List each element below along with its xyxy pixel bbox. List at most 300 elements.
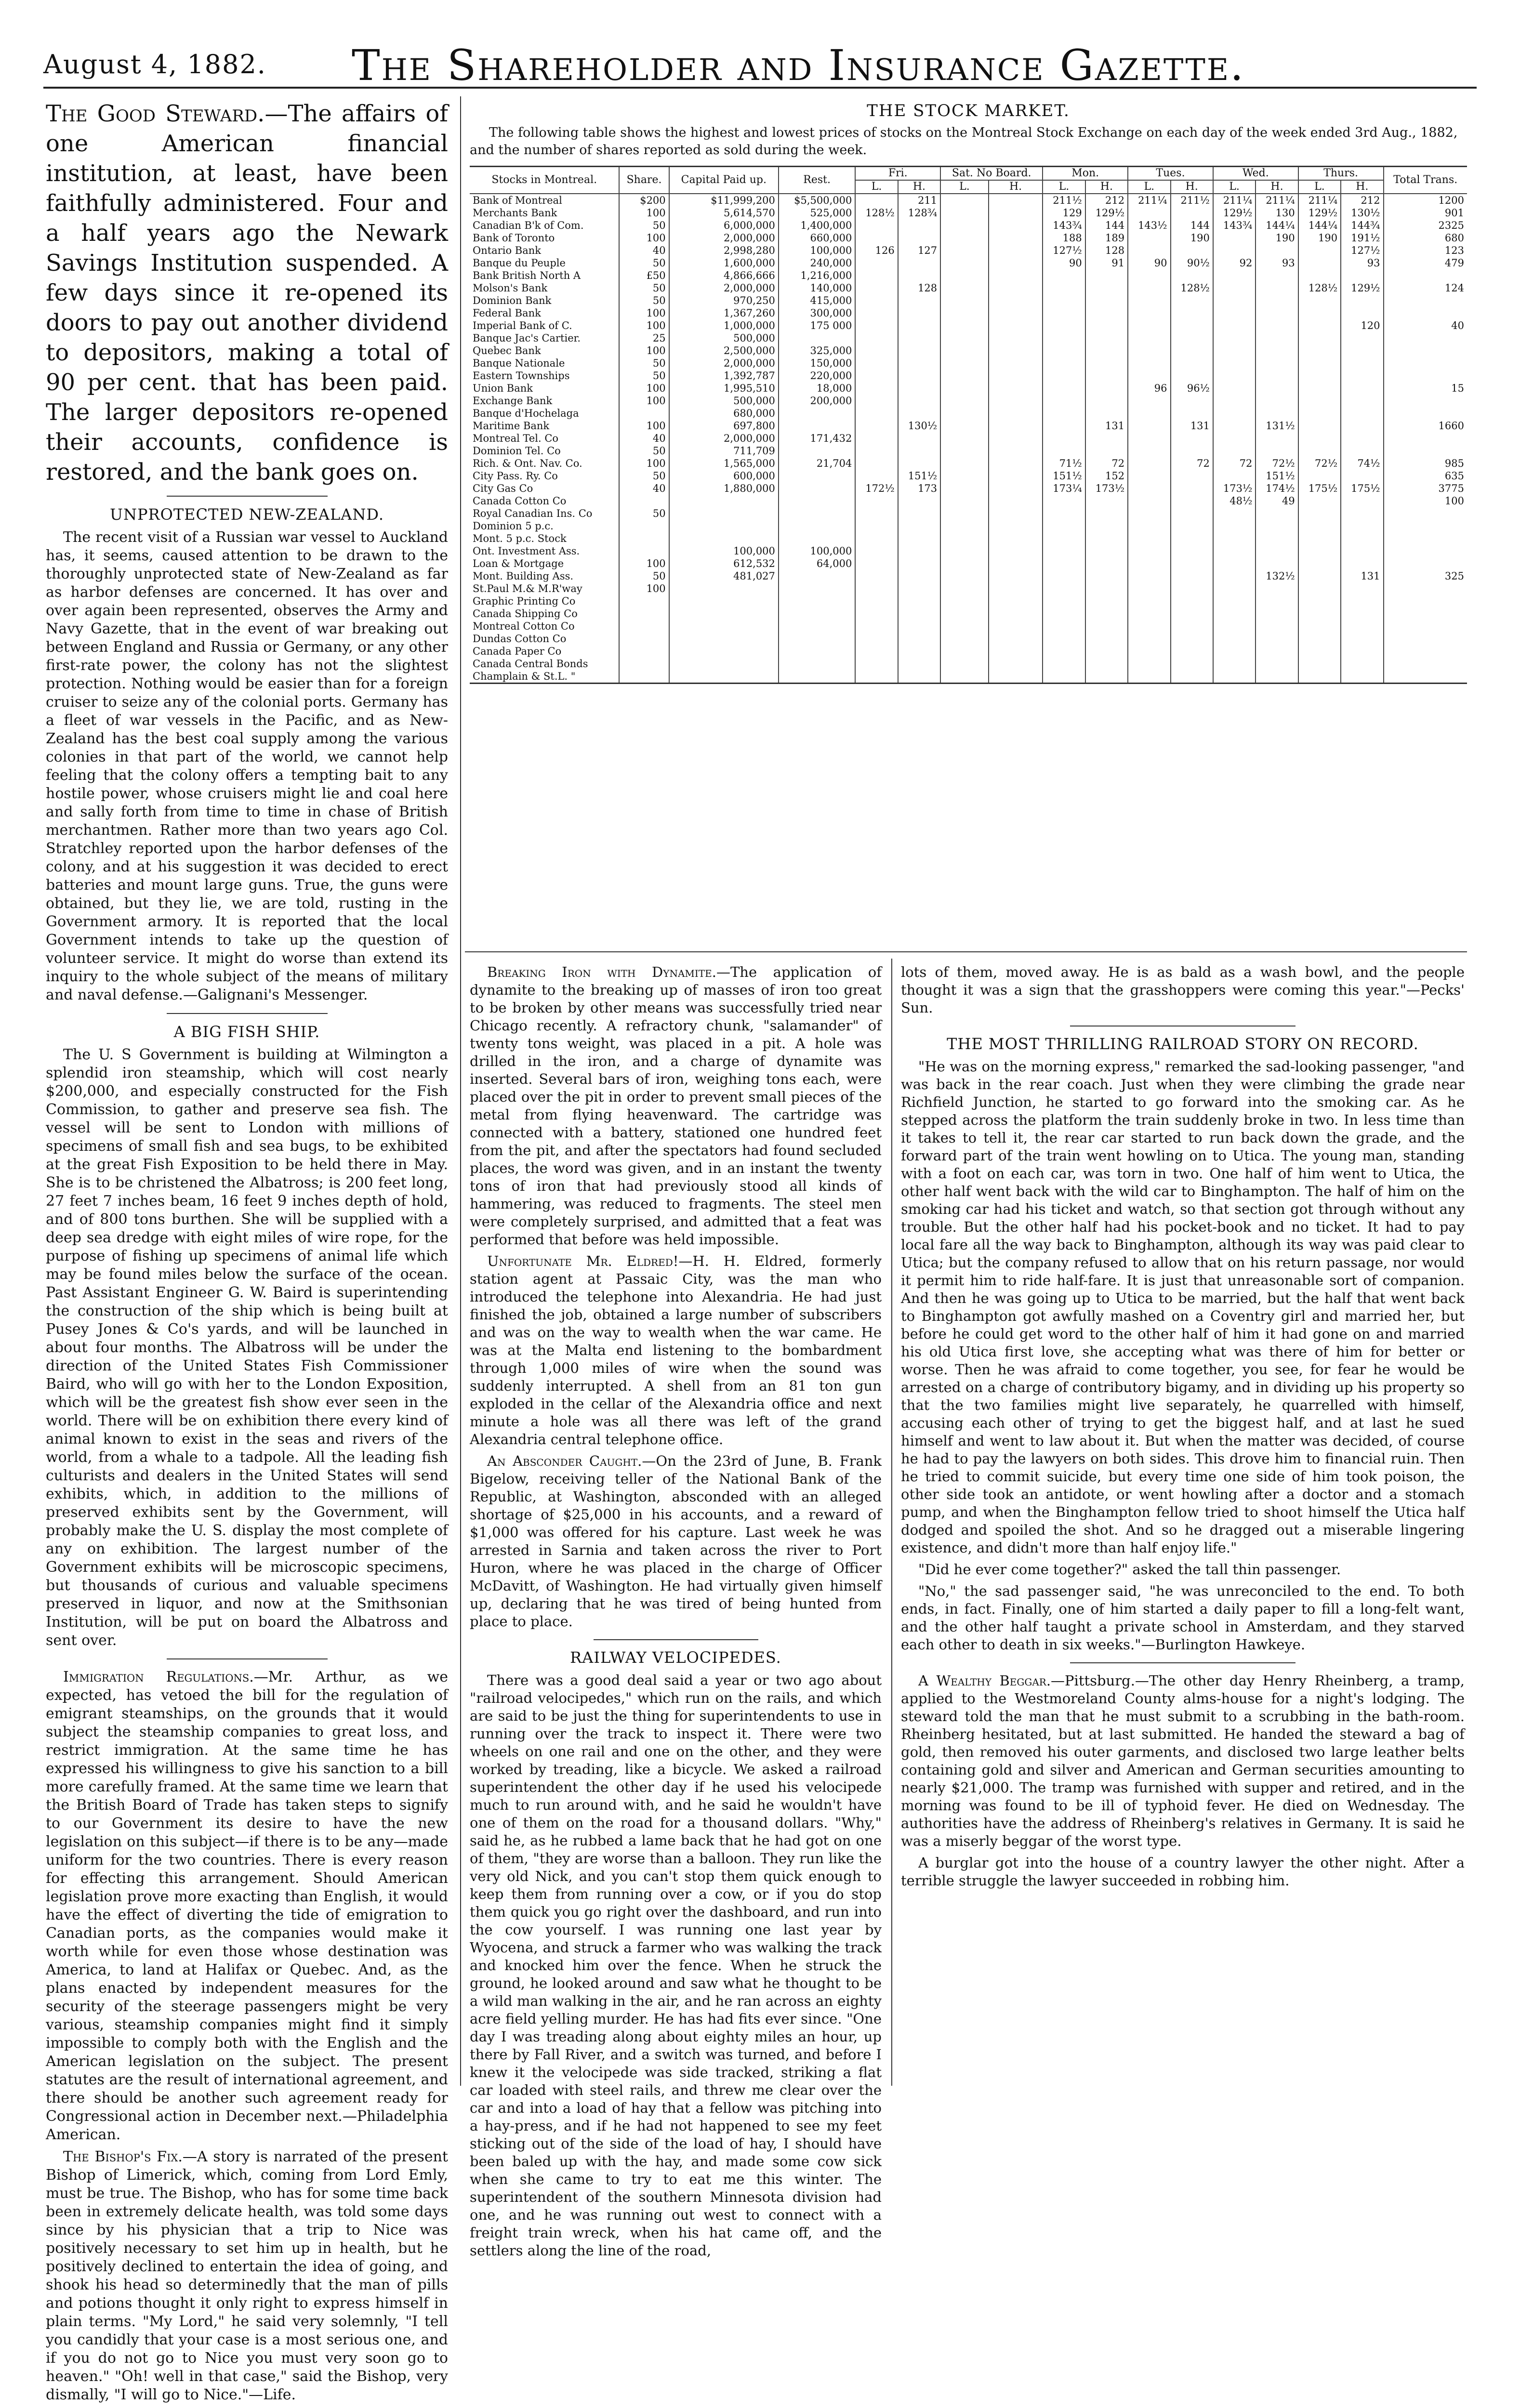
railroad-story-question: "Did he ever come together?" asked the tall thin passenger.: [918, 1561, 1341, 1578]
table-cell: [1085, 282, 1128, 294]
table-cell: [1171, 369, 1213, 382]
table-cell: [1341, 382, 1383, 395]
table-cell: [1298, 557, 1341, 570]
table-cell: [1171, 344, 1213, 357]
table-cell: [1213, 420, 1256, 432]
table-cell: [1384, 520, 1467, 532]
burglar-article: A burglar got into the house of a country lawyer the other night. After a terrible struggle the lawyer succeeded in robbing him.: [901, 1855, 1465, 1889]
stock-name: Merchants Bank: [473, 207, 557, 219]
table-cell: [989, 570, 1043, 582]
table-cell: [1128, 658, 1170, 670]
table-cell: 211¼: [1256, 194, 1298, 207]
table-cell: [1043, 520, 1085, 532]
table-cell: [1171, 507, 1213, 520]
absconder-text: —On the 23rd of June, B. Frank Bigelow, receiving teller of the National Bank of the Republic, at Washington, absconded with an alleged shortage of $25,000 in his accounts, and a reward of $1,000 was offered for his capture. Last week he was arrested in Sarnia and taken across the river to Port Huron, where he was placed in the charge of Officer McDavitt, of Washington. He had virtually given himself up, declaring that he was tired of being hunted from place to place.: [470, 1453, 882, 1630]
table-cell: 72½: [1256, 457, 1298, 470]
table-cell: 40: [619, 432, 669, 445]
table-cell: [1213, 645, 1256, 658]
table-cell: [1298, 470, 1341, 482]
table-cell: [1085, 407, 1128, 420]
table-cell: [1043, 557, 1085, 570]
header-low: L.: [1128, 180, 1170, 194]
table-cell: [1298, 607, 1341, 620]
header-low: L.: [1043, 180, 1085, 194]
absconder-title: An Absconder Caught.: [487, 1453, 642, 1469]
table-cell: 1,216,000: [779, 269, 855, 282]
stock-name: Ontario Bank: [473, 245, 541, 256]
table-cell: [1213, 545, 1256, 557]
railroad-story-answer: "No," the sad passenger said, "he was unreconciled to the end. To both ends, in fact. Finally, one of him started a daily paper to fill a long-felt want, and the other half taught a private school in Amsterdam, and they starved each other to death in six weeks."—Burlington Hawkeye.: [901, 1583, 1465, 1653]
table-cell: 123: [1384, 244, 1467, 257]
table-cell: [1256, 407, 1298, 420]
bishop-article: [46, 2148, 448, 2404]
table-cell: [1298, 369, 1341, 382]
table-cell: [898, 395, 940, 407]
table-cell: [940, 194, 989, 207]
table-cell: [669, 645, 779, 658]
table-cell: [669, 532, 779, 545]
table-cell: [1298, 420, 1341, 432]
table-cell: 21,704: [779, 457, 855, 470]
table-cell: [989, 445, 1043, 457]
table-cell: [940, 545, 989, 557]
table-cell: [1298, 244, 1341, 257]
table-cell: 600,000: [669, 470, 779, 482]
table-cell: [1043, 307, 1085, 319]
table-cell: [855, 420, 898, 432]
table-cell: [1043, 532, 1085, 545]
table-cell: 124: [1384, 282, 1467, 294]
table-cell: [898, 232, 940, 244]
stock-name: Banque d'Hochelaga: [473, 408, 579, 419]
stock-market-title: THE STOCK MARKET.: [867, 101, 1070, 120]
table-cell: 174½: [1256, 482, 1298, 495]
table-cell: [1128, 632, 1170, 645]
table-cell: [855, 332, 898, 344]
table-cell: [1341, 307, 1383, 319]
table-cell: [1384, 269, 1467, 282]
table-cell: [898, 294, 940, 307]
table-cell: [855, 344, 898, 357]
table-cell: [779, 658, 855, 670]
table-cell: [989, 457, 1043, 470]
table-cell: [1128, 482, 1170, 495]
table-cell: [1171, 445, 1213, 457]
table-cell: [1128, 344, 1170, 357]
table-cell: [1213, 294, 1256, 307]
table-cell: [1085, 357, 1128, 369]
table-cell: 415,000: [779, 294, 855, 307]
table-cell: 130½: [1341, 207, 1383, 219]
table-cell: [898, 407, 940, 420]
table-cell: [1298, 595, 1341, 607]
table-cell: [898, 658, 940, 670]
table-cell: [1213, 369, 1256, 382]
stock-market-intro: The following table shows the highest and lowest prices of stocks on the Montreal Stock Exchange on each day of the week ended 3rd Aug., 1882, and the number of shares reported as sold during the week.: [470, 125, 1458, 158]
table-cell: [1171, 482, 1213, 495]
table-cell: 50: [619, 282, 669, 294]
table-row: [470, 620, 1467, 632]
table-cell: [1298, 495, 1341, 507]
table-cell: [1085, 620, 1128, 632]
table-cell: [1128, 269, 1170, 282]
table-cell: [989, 369, 1043, 382]
table-cell: [855, 632, 898, 645]
table-cell: [1384, 332, 1467, 344]
table-cell: [1256, 432, 1298, 445]
table-cell: [898, 445, 940, 457]
table-cell: 211½: [1171, 194, 1213, 207]
table-cell: [1043, 645, 1085, 658]
table-cell: [1384, 658, 1467, 670]
table-cell: [989, 232, 1043, 244]
table-cell: [940, 319, 989, 332]
table-cell: 901: [1384, 207, 1467, 219]
table-cell: 173½: [1085, 482, 1128, 495]
stock-name: Banque Nationale: [473, 357, 565, 369]
table-cell: 25: [619, 332, 669, 344]
table-cell: 188: [1043, 232, 1085, 244]
table-cell: [1256, 244, 1298, 257]
table-cell: 189: [1085, 232, 1128, 244]
table-cell: [1256, 282, 1298, 294]
table-cell: [898, 582, 940, 595]
table-cell: [1256, 670, 1298, 684]
table-cell: [1213, 382, 1256, 395]
table-cell: [1043, 357, 1085, 369]
table-cell: [779, 632, 855, 645]
table-cell: 4,866,666: [669, 269, 779, 282]
table-cell: 144: [1171, 219, 1213, 232]
table-cell: 143¾: [1043, 219, 1085, 232]
table-cell: 2,000,000: [669, 282, 779, 294]
table-cell: [1043, 420, 1085, 432]
table-cell: [898, 332, 940, 344]
table-cell: [940, 307, 989, 319]
table-cell: [940, 470, 989, 482]
table-cell: [989, 319, 1043, 332]
table-row: [470, 658, 1467, 670]
table-cell: [1341, 445, 1383, 457]
table-cell: [855, 470, 898, 482]
table-row: [470, 232, 1467, 244]
table-cell: [989, 332, 1043, 344]
table-cell: 479: [1384, 257, 1467, 269]
table-cell: [940, 532, 989, 545]
iron-article: [470, 963, 882, 1249]
table-cell: 240,000: [779, 257, 855, 269]
table-cell: [940, 357, 989, 369]
column-rule-2: [891, 959, 892, 2086]
table-cell: [1171, 582, 1213, 595]
table-cell: 144¼: [1256, 219, 1298, 232]
table-row: [470, 319, 1467, 332]
table-cell: 211¼: [1128, 194, 1170, 207]
table-cell: [1213, 282, 1256, 294]
table-cell: [669, 607, 779, 620]
table-cell: [898, 570, 940, 582]
table-row: [470, 369, 1467, 382]
header-stock-name: Stocks in Montreal.: [470, 167, 619, 194]
stock-name: Canadian B'k of Com.: [473, 220, 584, 231]
table-row: [470, 482, 1467, 495]
table-cell: [1171, 495, 1213, 507]
table-cell: [1085, 532, 1128, 545]
table-cell: 173½: [1213, 482, 1256, 495]
table-cell: [1341, 595, 1383, 607]
table-cell: 2,500,000: [669, 344, 779, 357]
column-rule-1: [460, 96, 461, 2086]
table-cell: [779, 495, 855, 507]
table-cell: [1213, 395, 1256, 407]
table-cell: [619, 645, 669, 658]
table-cell: [1384, 395, 1467, 407]
table-cell: [1341, 495, 1383, 507]
table-cell: 200,000: [779, 395, 855, 407]
table-cell: [1213, 319, 1256, 332]
stock-name: Dominion 5 p.c.: [473, 520, 554, 532]
table-cell: 500,000: [669, 332, 779, 344]
table-cell: [855, 495, 898, 507]
table-cell: [1341, 520, 1383, 532]
table-row: [470, 257, 1467, 269]
table-cell: [989, 244, 1043, 257]
stock-name: Montreal Tel. Co: [473, 433, 559, 444]
stock-name: St.Paul M.& M.R'way: [473, 583, 582, 594]
header-low: L.: [1298, 180, 1341, 194]
table-cell: [1298, 395, 1341, 407]
table-cell: 129: [1043, 207, 1085, 219]
table-cell: 90: [1043, 257, 1085, 269]
table-cell: 151½: [898, 470, 940, 482]
table-cell: [1298, 332, 1341, 344]
table-cell: [619, 495, 669, 507]
table-cell: [1213, 470, 1256, 482]
table-cell: [1128, 582, 1170, 595]
table-cell: [1128, 232, 1170, 244]
table-cell: 96½: [1171, 382, 1213, 395]
table-cell: 90½: [1171, 257, 1213, 269]
table-cell: [1128, 307, 1170, 319]
table-cell: [898, 457, 940, 470]
stock-name: Canada Central Bonds: [473, 658, 588, 670]
table-cell: 128½: [1298, 282, 1341, 294]
table-cell: [1341, 557, 1383, 570]
table-cell: [855, 282, 898, 294]
table-cell: 126: [855, 244, 898, 257]
table-row: [470, 595, 1467, 607]
table-cell: 5,614,570: [669, 207, 779, 219]
stock-name: City Pass. Ry. Co: [473, 470, 558, 482]
table-cell: 2,000,000: [669, 357, 779, 369]
table-cell: 50: [619, 570, 669, 582]
table-cell: 50: [619, 294, 669, 307]
table-cell: 92: [1213, 257, 1256, 269]
table-cell: [1085, 658, 1128, 670]
table-cell: [1341, 645, 1383, 658]
stock-name: Canada Paper Co: [473, 645, 562, 657]
table-cell: [855, 658, 898, 670]
table-cell: [1171, 244, 1213, 257]
table-cell: 131½: [1256, 420, 1298, 432]
table-cell: [989, 532, 1043, 545]
table-cell: [1085, 319, 1128, 332]
table-cell: [619, 632, 669, 645]
stock-name: Rich. & Ont. Nav. Co.: [473, 458, 582, 469]
table-cell: [1384, 545, 1467, 557]
table-cell: [1256, 620, 1298, 632]
table-cell: 175 000: [779, 319, 855, 332]
table-cell: [1213, 520, 1256, 532]
velocipede-text: There was a good deal said a year or two ago about "railroad velocipedes," which run on the rails, and which are said to be just the thing for superintendents to use in running over the track to inspect it. There were two wheels on one rail and one on the other, and they were worked by treading, like a bicycle. We asked a railroad superintendent the other day if he used his velocipede much to run around with, and he said he wouldn't have one of them on the road for a thousand dollars. "Why," said he, as he rubbed a lame back that he had got on one of them, "they are worse than a balloon. They run like the very old Nick, and you can't stop them quick enough to keep them from running over a cow, or if you do stop them quick you go right over the dashboard, and run into the cow yourself. I was running one last year by Wyocena, and struck a farmer who was walking the track and knocked him over the fence. When he struck the ground, he looked around and saw what he thought to be a wild man walking in the air, and he ran across an eighty acre field yelling murder. He has had fits ever since. "One day I was treading along about eighty miles an hour, up there by Fall River, and a switch was turned, and before I knew it the velocipede was side tracked, striking a flat car loaded with steel rails, and threw me clear over the car and into a load of hay that a fellow was pitching into a hay-press, and if he had not happened to see my feet sticking out of the side of the load of hay, I should have been baled up with the hay, and made some cow sick when she came to try to eat me this winter. The superintendent of the southern Minnesota division had one, and he was running out west to connect with a freight train wreck, when his hat came off, and the settlers along the line of the road,: [470, 1672, 882, 2259]
table-cell: [1128, 620, 1170, 632]
table-cell: [1171, 319, 1213, 332]
table-cell: 325,000: [779, 344, 855, 357]
table-cell: [1384, 445, 1467, 457]
table-cell: 3775: [1384, 482, 1467, 495]
table-cell: [1384, 507, 1467, 520]
stock-name: Federal Bank: [473, 307, 541, 319]
table-cell: 1,995,510: [669, 382, 779, 395]
table-cell: [1128, 445, 1170, 457]
table-cell: [1128, 332, 1170, 344]
table-cell: [1043, 395, 1085, 407]
table-cell: [1341, 632, 1383, 645]
table-cell: 144¼: [1298, 219, 1341, 232]
table-row: [470, 645, 1467, 658]
stock-name: Imperial Bank of C.: [473, 320, 572, 331]
table-cell: [669, 632, 779, 645]
table-cell: [989, 219, 1043, 232]
table-cell: 143¾: [1213, 219, 1256, 232]
table-cell: [1213, 607, 1256, 620]
table-cell: [989, 257, 1043, 269]
table-cell: 120: [1341, 319, 1383, 332]
table-cell: [1298, 257, 1341, 269]
table-row: [470, 457, 1467, 470]
table-cell: [1256, 632, 1298, 645]
table-cell: [989, 582, 1043, 595]
table-cell: [940, 420, 989, 432]
table-cell: [1171, 357, 1213, 369]
table-cell: [898, 620, 940, 632]
table-cell: 1660: [1384, 420, 1467, 432]
table-cell: [1384, 670, 1467, 684]
table-cell: [1256, 545, 1298, 557]
table-cell: [855, 294, 898, 307]
table-cell: [1171, 545, 1213, 557]
table-cell: [669, 507, 779, 520]
table-cell: [1085, 332, 1128, 344]
table-cell: [1171, 607, 1213, 620]
table-cell: [1384, 357, 1467, 369]
table-cell: [989, 607, 1043, 620]
stock-name: Maritime Bank: [473, 420, 550, 432]
table-cell: [855, 645, 898, 658]
table-cell: [989, 294, 1043, 307]
table-cell: [1384, 645, 1467, 658]
table-cell: 128½: [855, 207, 898, 219]
table-cell: [940, 507, 989, 520]
table-row: [470, 282, 1467, 294]
table-cell: [1341, 420, 1383, 432]
table-cell: [855, 457, 898, 470]
table-cell: 152: [1085, 470, 1128, 482]
table-cell: [898, 545, 940, 557]
table-row: [470, 582, 1467, 595]
table-cell: [855, 369, 898, 382]
table-cell: [855, 507, 898, 520]
table-cell: 90: [1128, 257, 1170, 269]
table-cell: [1043, 332, 1085, 344]
table-cell: [855, 520, 898, 532]
table-cell: 18,000: [779, 382, 855, 395]
stock-name: Dominion Bank: [473, 295, 552, 306]
table-cell: [1341, 357, 1383, 369]
velocipede-headline: RAILWAY VELOCIPEDES.: [570, 1648, 781, 1667]
table-cell: £50: [619, 269, 669, 282]
table-cell: 171,432: [779, 432, 855, 445]
table-cell: [898, 369, 940, 382]
table-cell: 144¾: [1341, 219, 1383, 232]
table-cell: [1213, 269, 1256, 282]
table-cell: [1213, 432, 1256, 445]
table-cell: [1213, 344, 1256, 357]
header-day: Mon.: [1043, 167, 1128, 181]
table-cell: [1085, 307, 1128, 319]
table-cell: [940, 645, 989, 658]
table-cell: [1256, 582, 1298, 595]
table-cell: [989, 432, 1043, 445]
railroad-story-text: "He was on the morning express," remarked the sad-looking passenger, "and was back in the rear coach. Just when they were climbing the grade near Richfield Junction, he started to go forward into the smoking car. As he stepped across the platform the train suddenly broke in two. In less time than it takes to tell it, the rear car started to run back down the grade, and the forward part of the train went howling on to Utica. The young man, standing with a foot on each car, was torn in two. One half of him went to Utica, the other half went back with the wild car to Binghampton. The half of him on the smoking car had his ticket and watch, so that section got through without any trouble. But the other half had his pocket-book and no ticket. It had to pay local fare all the way back to Binghampton, although its way was paid clear to Utica; but the company refused to allow that on his return passage, nor would it permit him to ride half-fare. It is just that unreasonable sort of companion. And then he was going up to Utica to be married, but the half that went back to Binghampton got awfully mashed on a Coventry girl and married her, but before he could get word to the other half of him it had gone on and married his old Utica first love, she accepting what was there of him for better or worse. Then he was afraid to come together, you see, for fear he would be arrested on a charge of contributory bigamy, and in dividing up his property so that the two families might live separately, he quarrelled with himself, accusing each other of trying to get the biggest half, and at last he sued himself and went to law about it. But when the matter was decided, of course he had to pay the lawyers on both sides. This drove him to financial ruin. Then he tried to commit suicide, but every time one side of him took poison, the other side took an antidote, or went howling after a doctor and a stomach pump, and when the Binghampton fellow tried to shoot himself the Utica half dodged and spoiled the shot. And so he dragged out a miserable lingering existence, and didn't more than half enjoy life.": [901, 1058, 1465, 1556]
table-cell: 500,000: [669, 395, 779, 407]
table-cell: 72½: [1298, 457, 1341, 470]
column-2: [470, 963, 882, 2263]
table-cell: [779, 520, 855, 532]
table-cell: [989, 520, 1043, 532]
table-cell: [1043, 582, 1085, 595]
table-cell: [619, 658, 669, 670]
table-cell: [855, 257, 898, 269]
iron-text: —The application of dynamite to the breaking up of masses of iron too great to be broken by other means was successfully tried near Chicago recently. A refractory chunk, "salamander" of twenty tons weight, was placed in a pit. A hole was drilled in the iron, and a charge of dynamite was inserted. Several bars of iron, weighing tons each, were placed over the pit in order to prevent small pieces of the metal from flying heavenward. The cartridge was connected with a battery, stationed one hundred feet from the pit, and after the spectators had found secluded places, the word was given, and in an instant the twenty tons of iron that had previously stood all kinds of hammering, was reduced to fragments. The steel men were completely surprised, and admitted that a feat was performed that before was held impossible.: [470, 964, 882, 1248]
table-cell: [1043, 495, 1085, 507]
table-cell: [1085, 269, 1128, 282]
table-cell: [1213, 532, 1256, 545]
table-cell: [669, 670, 779, 684]
table-cell: [1341, 507, 1383, 520]
stock-name: Eastern Townships: [473, 370, 570, 382]
table-row: [470, 357, 1467, 369]
issue-date: August 4, 1882.: [43, 49, 266, 79]
table-cell: [898, 595, 940, 607]
table-cell: [1256, 332, 1298, 344]
table-cell: [989, 495, 1043, 507]
table-cell: [989, 382, 1043, 395]
table-cell: [1171, 570, 1213, 582]
table-cell: [1298, 357, 1341, 369]
table-cell: [1043, 507, 1085, 520]
table-cell: [855, 620, 898, 632]
table-cell: [1128, 470, 1170, 482]
table-cell: [1341, 269, 1383, 282]
table-row: [470, 395, 1467, 407]
table-cell: [1171, 432, 1213, 445]
table-cell: 71½: [1043, 457, 1085, 470]
table-cell: 173: [898, 482, 940, 495]
table-cell: [1085, 507, 1128, 520]
table-row: [470, 307, 1467, 319]
table-cell: [1213, 557, 1256, 570]
